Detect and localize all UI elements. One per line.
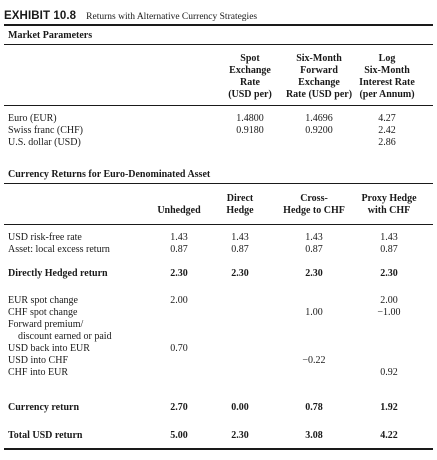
market-header-spot-line-3: Rate — [240, 77, 260, 88]
returns-row-label: CHF spot change — [8, 307, 78, 318]
market-cell-rate: 4.27 — [378, 113, 396, 124]
market-row-label: Euro (EUR) — [8, 113, 57, 124]
returns-row-label: Currency return — [8, 402, 80, 413]
market-cell-rate: 2.42 — [378, 125, 396, 136]
returns-cell-unhedged: 1.43 — [170, 232, 188, 243]
returns-cell-proxy-hedge: 4.22 — [380, 430, 398, 441]
returns-cell-proxy-hedge: 1.43 — [380, 232, 398, 243]
rule-returns-section — [4, 183, 433, 184]
market-header-forward-line-3: Exchange — [298, 77, 340, 88]
rule-returns-header — [4, 224, 433, 225]
returns-cell-unhedged: 2.70 — [170, 402, 188, 413]
market-header-rate-line-1: Log — [378, 53, 396, 64]
rule-bottom — [4, 448, 433, 450]
returns-cell-cross-hedge: 2.30 — [305, 268, 323, 279]
returns-cell-unhedged: 0.70 — [170, 343, 188, 354]
returns-header-direct-hedge-line-2: Hedge — [226, 205, 254, 216]
exhibit-label: EXHIBIT 10.8 — [4, 10, 77, 22]
returns-header-cross-hedge-line-1: Cross- — [300, 193, 328, 204]
market-header-spot-line-2: Exchange — [229, 65, 271, 76]
market-cell-rate: 2.86 — [378, 137, 396, 148]
market-header-forward-line-2: Forward — [300, 65, 338, 76]
returns-row-label: discount earned or paid — [18, 331, 112, 342]
returns-cell-cross-hedge: −0.22 — [302, 355, 326, 366]
returns-cell-unhedged: 0.87 — [170, 244, 188, 255]
returns-header-cross-hedge-line-2: Hedge to CHF — [283, 205, 345, 216]
returns-cell-unhedged: 5.00 — [170, 430, 188, 441]
market-header-rate-line-3: Interest Rate — [359, 77, 415, 88]
returns-row-label: Total USD return — [8, 430, 83, 441]
market-cell-forward: 1.4696 — [305, 113, 333, 124]
returns-row-label: Forward premium/ — [8, 319, 84, 330]
returns-cell-proxy-hedge: 2.30 — [380, 268, 398, 279]
returns-cell-proxy-hedge: 0.87 — [380, 244, 398, 255]
market-row-label: Swiss franc (CHF) — [8, 125, 83, 136]
rule-top — [4, 24, 433, 26]
returns-cell-cross-hedge: 0.87 — [305, 244, 323, 255]
exhibit-subtitle: Returns with Alternative Currency Strategies — [86, 12, 258, 22]
returns-cell-proxy-hedge: −1.00 — [377, 307, 401, 318]
market-header-spot-line-4: (USD per) — [228, 89, 272, 100]
returns-header-proxy-hedge-line-2: with CHF — [367, 205, 411, 216]
returns-cell-cross-hedge: 1.43 — [305, 232, 323, 243]
returns-row-label: USD back into EUR — [8, 343, 90, 354]
returns-row-label: CHF into EUR — [8, 367, 69, 378]
returns-cell-proxy-hedge: 1.92 — [380, 402, 398, 413]
returns-row-label: USD into CHF — [8, 355, 69, 366]
returns-cell-cross-hedge: 0.78 — [305, 402, 323, 413]
returns-cell-cross-hedge: 1.00 — [305, 307, 323, 318]
market-header-rate-line-2: Six-Month — [364, 65, 410, 76]
market-section-title: Market Parameters — [8, 30, 93, 41]
returns-cell-proxy-hedge: 2.00 — [380, 295, 398, 306]
returns-row-label: USD risk-free rate — [8, 232, 82, 243]
returns-cell-unhedged: 2.30 — [170, 268, 188, 279]
returns-cell-unhedged: 2.00 — [170, 295, 188, 306]
exhibit-title — [4, 6, 257, 24]
market-header-forward-line-1: Six-Month — [296, 53, 342, 64]
market-row-label: U.S. dollar (USD) — [8, 137, 81, 148]
market-header-forward-line-4: Rate (USD per) — [285, 89, 353, 100]
market-cell-spot: 0.9180 — [236, 125, 264, 136]
market-header-spot-line-1: Spot — [240, 53, 260, 64]
returns-row-label: Asset: local excess return — [8, 244, 110, 255]
rule-market-header — [4, 105, 433, 106]
returns-cell-direct-hedge: 2.30 — [231, 268, 249, 279]
returns-header-proxy-hedge-line-1: Proxy Hedge — [361, 193, 417, 204]
returns-cell-direct-hedge: 1.43 — [231, 232, 249, 243]
returns-header-unhedged-line-1: Unhedged — [157, 205, 201, 216]
returns-cell-proxy-hedge: 0.92 — [380, 367, 398, 378]
returns-cell-direct-hedge: 0.00 — [231, 402, 249, 413]
returns-cell-direct-hedge: 2.30 — [231, 430, 249, 441]
market-cell-forward: 0.9200 — [305, 125, 333, 136]
returns-row-label: Directly Hedged return — [8, 268, 108, 279]
market-header-rate-line-4: (per Annum) — [359, 89, 415, 100]
rule-market-section — [4, 44, 433, 45]
returns-section-title: Currency Returns for Euro-Denominated Asset — [8, 169, 211, 180]
returns-row-label: EUR spot change — [8, 295, 78, 306]
returns-cell-cross-hedge: 3.08 — [305, 430, 323, 441]
returns-cell-direct-hedge: 0.87 — [231, 244, 249, 255]
returns-header-direct-hedge-line-1: Direct — [226, 193, 254, 204]
market-cell-spot: 1.4800 — [236, 113, 264, 124]
